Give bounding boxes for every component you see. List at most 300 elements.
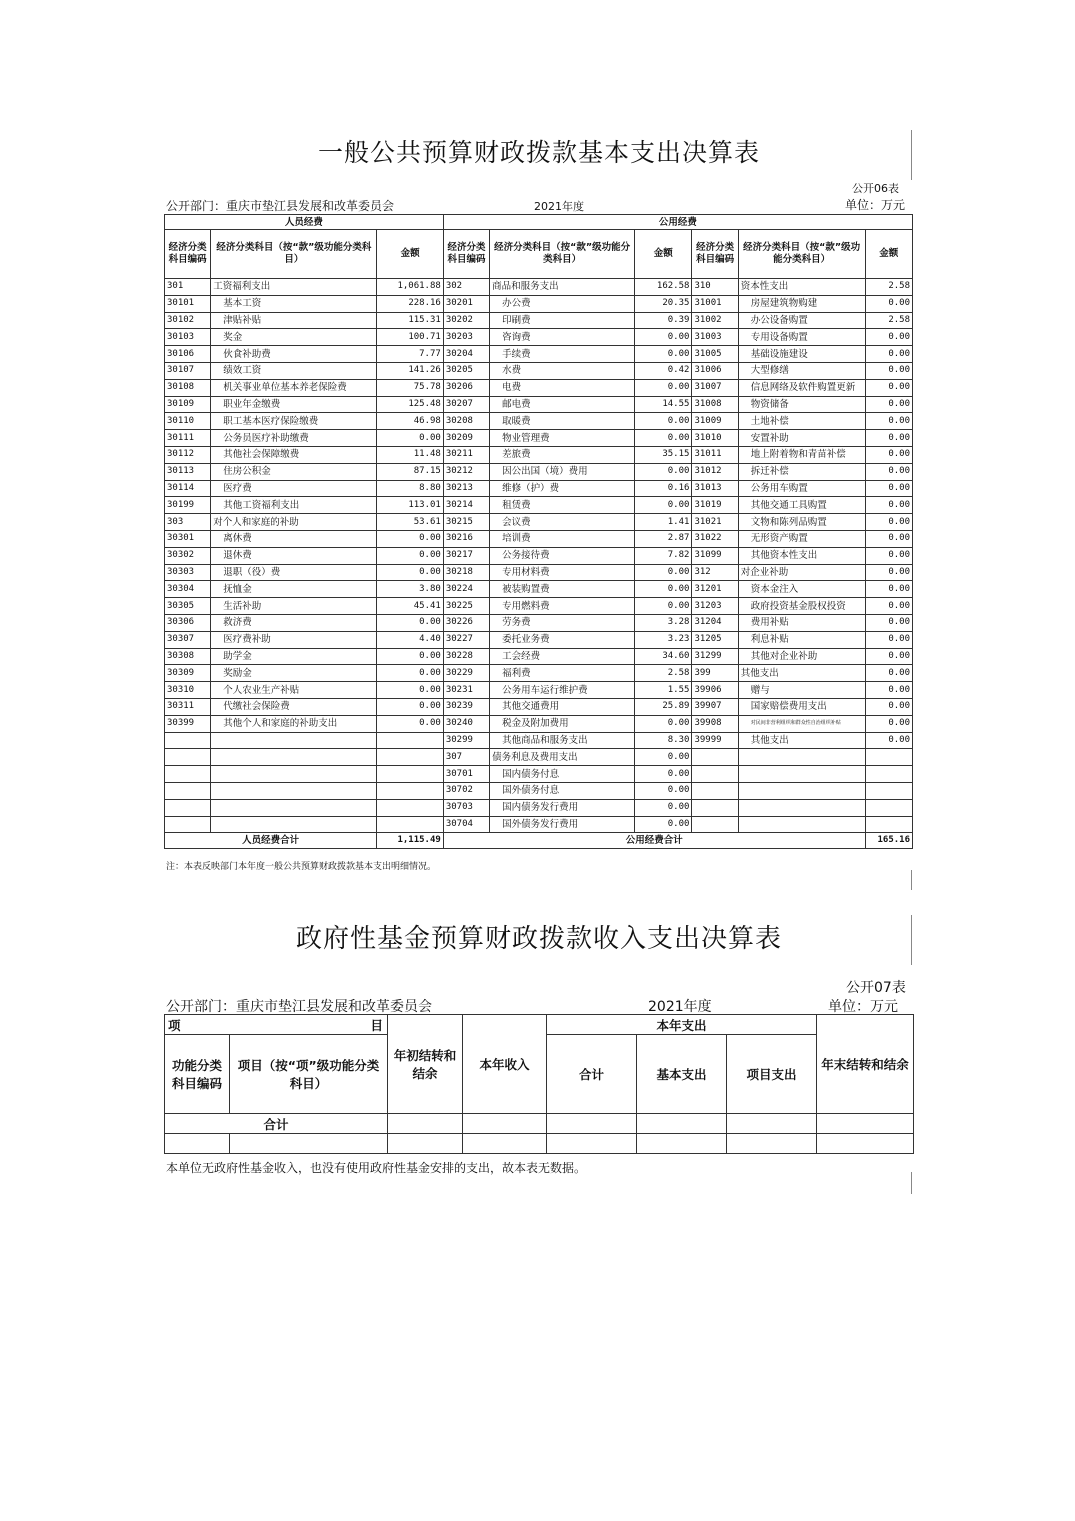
code-cell (165, 799, 211, 816)
subject-cell: 生活补助 (211, 598, 377, 615)
table-row (165, 346, 913, 363)
amount-cell: 3.80 (377, 581, 443, 598)
amount-cell: 0.00 (635, 749, 692, 766)
code-cell: 31205 (692, 631, 738, 648)
expense-total-header: 合计 (547, 1035, 637, 1114)
amount-cell (377, 816, 443, 833)
public-total-label: 公用经费合计 (443, 833, 865, 849)
subject-cell: 工资福利支出 (211, 279, 377, 296)
project-expense-header: 项目支出 (727, 1035, 817, 1114)
table2-year: 2021年度 (648, 999, 712, 1015)
table-row (165, 413, 913, 430)
code-cell: 30213 (443, 480, 489, 497)
amount-cell: 0.00 (635, 598, 692, 615)
amount-cell: 0.00 (865, 430, 912, 447)
personnel-total-label: 人员经费合计 (165, 833, 377, 849)
subject-cell: 其他社会保障缴费 (211, 446, 377, 463)
table-row (165, 816, 913, 833)
code-cell: 30202 (443, 312, 489, 329)
table-row (165, 362, 913, 379)
code-cell: 30303 (165, 564, 211, 581)
subject-cell: 信息网络及软件购置更新 (738, 379, 865, 396)
subject-cell: 基础设施建设 (738, 346, 865, 363)
code-cell: 30310 (165, 682, 211, 699)
amount-cell (865, 749, 912, 766)
amount-cell: 7.77 (377, 346, 443, 363)
public-total-amount: 165.16 (865, 833, 912, 849)
amount-cell (377, 766, 443, 783)
subject-cell (211, 799, 377, 816)
amount-cell: 4.40 (377, 631, 443, 648)
code-cell: 303 (165, 514, 211, 531)
gov-fund-table (164, 1014, 914, 1154)
amount-cell: 1,061.88 (377, 279, 443, 296)
amount-cell: 0.00 (865, 682, 912, 699)
amount-cell: 0.00 (865, 715, 912, 732)
table-row (165, 698, 913, 715)
subject-cell: 公务员医疗补助缴费 (211, 430, 377, 447)
header-cell: 金额 (635, 230, 692, 279)
code-cell (692, 799, 738, 816)
code-cell: 31022 (692, 530, 738, 547)
amount-cell: 0.00 (377, 715, 443, 732)
table-row (165, 581, 913, 598)
subject-cell: 退职（役）费 (211, 564, 377, 581)
amount-cell: 0.00 (635, 413, 692, 430)
subject-cell: 对民间非营利组织和群众性自治组织补贴 (738, 715, 865, 732)
subject-cell: 其他交通费用 (490, 698, 635, 715)
table-row (165, 480, 913, 497)
code-cell (692, 782, 738, 799)
amount-cell (377, 749, 443, 766)
amount-cell: 0.00 (865, 295, 912, 312)
table-row (165, 682, 913, 699)
table-row (165, 396, 913, 413)
amount-cell: 0.00 (865, 564, 912, 581)
code-cell: 307 (443, 749, 489, 766)
code-cell: 30304 (165, 581, 211, 598)
subject-cell: 对企业补助 (738, 564, 865, 581)
table1-number: 公开06表 (852, 182, 899, 195)
group-personnel: 人员经费 (165, 215, 444, 230)
subject-cell: 取暖费 (490, 413, 635, 430)
code-cell: 31011 (692, 446, 738, 463)
amount-cell: 87.15 (377, 463, 443, 480)
header-cell: 金额 (865, 230, 912, 279)
amount-cell: 14.55 (635, 396, 692, 413)
subject-cell: 被装购置费 (490, 581, 635, 598)
subject-cell: 会议费 (490, 514, 635, 531)
table-row (165, 279, 913, 296)
code-cell (692, 816, 738, 833)
subject-cell: 工会经费 (490, 648, 635, 665)
code-cell (165, 782, 211, 799)
amount-cell: 0.00 (377, 564, 443, 581)
code-cell: 30212 (443, 463, 489, 480)
code-cell: 310 (692, 279, 738, 296)
code-cell: 30305 (165, 598, 211, 615)
code-cell: 30216 (443, 530, 489, 547)
code-cell: 30199 (165, 497, 211, 514)
subject-cell (738, 799, 865, 816)
code-cell: 399 (692, 665, 738, 682)
subject-cell: 专用材料费 (490, 564, 635, 581)
table-row (165, 631, 913, 648)
amount-cell: 0.00 (865, 413, 912, 430)
item-left-label: 项 (168, 1017, 181, 1033)
table-row (165, 715, 913, 732)
total-row (165, 833, 913, 849)
subject-cell: 助学金 (211, 648, 377, 665)
amount-cell: 8.30 (635, 732, 692, 749)
code-cell: 31299 (692, 648, 738, 665)
subject-cell: 商品和服务支出 (490, 279, 635, 296)
code-cell: 30101 (165, 295, 211, 312)
subject-cell: 物业管理费 (490, 430, 635, 447)
name-header: 项目（按“项”级功能分类科目） (230, 1035, 388, 1114)
table-row (165, 430, 913, 447)
margin-line (911, 130, 912, 180)
amount-cell: 0.00 (865, 379, 912, 396)
amount-cell (865, 766, 912, 783)
subject-cell: 其他工资福利支出 (211, 497, 377, 514)
code-cell: 30227 (443, 631, 489, 648)
code-cell: 39906 (692, 682, 738, 699)
amount-cell: 0.00 (377, 698, 443, 715)
subject-cell: 印刷费 (490, 312, 635, 329)
table1-unit: 单位：万元 (845, 198, 906, 212)
subject-cell (738, 766, 865, 783)
code-cell: 31099 (692, 547, 738, 564)
amount-cell: 0.00 (377, 547, 443, 564)
code-cell: 31001 (692, 295, 738, 312)
code-cell: 30214 (443, 497, 489, 514)
table2-note: 本单位无政府性基金收入，也没有使用政府性基金安排的支出，故本表无数据。 (166, 1161, 587, 1175)
code-cell: 39907 (692, 698, 738, 715)
amount-cell: 0.00 (377, 648, 443, 665)
subject-cell: 债务利息及费用支出 (490, 749, 635, 766)
amount-cell: 20.35 (635, 295, 692, 312)
amount-cell: 0.00 (865, 329, 912, 346)
code-cell: 31008 (692, 396, 738, 413)
code-cell (165, 816, 211, 833)
subject-cell: 其他商品和服务支出 (490, 732, 635, 749)
subject-cell: 利息补贴 (738, 631, 865, 648)
code-cell: 31203 (692, 598, 738, 615)
code-cell: 30240 (443, 715, 489, 732)
code-cell: 30106 (165, 346, 211, 363)
personnel-total-amount: 1,115.49 (377, 833, 443, 849)
amount-cell: 0.00 (865, 446, 912, 463)
code-cell: 30301 (165, 530, 211, 547)
subject-cell (738, 782, 865, 799)
code-cell: 30239 (443, 698, 489, 715)
code-cell: 301 (165, 279, 211, 296)
subject-cell: 办公设备购置 (738, 312, 865, 329)
code-cell: 31006 (692, 362, 738, 379)
amount-cell (377, 732, 443, 749)
code-cell: 31021 (692, 514, 738, 531)
subject-cell: 职工基本医疗保险缴费 (211, 413, 377, 430)
amount-cell: 0.00 (865, 547, 912, 564)
amount-cell: 0.00 (635, 782, 692, 799)
code-cell (165, 766, 211, 783)
begin-balance-header: 年初结转和结余 (388, 1015, 463, 1114)
code-header: 功能分类科目编码 (165, 1035, 230, 1114)
subject-cell: 奖励金 (211, 665, 377, 682)
header-cell: 经济分类科目编码 (165, 230, 211, 279)
amount-cell (865, 782, 912, 799)
amount-cell: 0.00 (865, 480, 912, 497)
amount-cell: 34.60 (635, 648, 692, 665)
table-row (165, 614, 913, 631)
amount-cell: 0.00 (865, 581, 912, 598)
code-cell: 30201 (443, 295, 489, 312)
subject-cell: 因公出国（境）费用 (490, 463, 635, 480)
amount-cell: 0.00 (635, 715, 692, 732)
subject-cell: 其他支出 (738, 732, 865, 749)
amount-cell: 0.00 (377, 530, 443, 547)
code-cell (692, 749, 738, 766)
table-row (165, 463, 913, 480)
amount-cell: 0.42 (635, 362, 692, 379)
basic-expenditure-table (164, 214, 913, 849)
amount-cell: 1.55 (635, 682, 692, 699)
subject-cell: 租赁费 (490, 497, 635, 514)
table-row (165, 312, 913, 329)
amount-cell: 100.71 (377, 329, 443, 346)
subject-cell: 公务用车购置 (738, 480, 865, 497)
code-cell (692, 766, 738, 783)
table-row (165, 732, 913, 749)
amount-cell: 141.26 (377, 362, 443, 379)
amount-cell: 0.00 (865, 598, 912, 615)
table-row (165, 749, 913, 766)
subject-cell: 大型修缮 (738, 362, 865, 379)
margin-line (911, 870, 912, 890)
amount-cell: 0.00 (865, 362, 912, 379)
amount-cell: 0.00 (635, 463, 692, 480)
subject-cell: 税金及附加费用 (490, 715, 635, 732)
amount-cell: 0.00 (865, 698, 912, 715)
subject-cell: 国家赔偿费用支出 (738, 698, 865, 715)
amount-cell: 0.00 (865, 614, 912, 631)
subject-cell: 政府投资基金股权投资 (738, 598, 865, 615)
amount-cell: 0.00 (635, 346, 692, 363)
amount-cell: 2.58 (635, 665, 692, 682)
subject-cell: 国外债务付息 (490, 782, 635, 799)
amount-cell: 0.00 (635, 379, 692, 396)
code-cell: 312 (692, 564, 738, 581)
code-cell: 30702 (443, 782, 489, 799)
subject-cell: 电费 (490, 379, 635, 396)
code-cell: 30113 (165, 463, 211, 480)
table-row (165, 782, 913, 799)
subject-cell: 公务用车运行维护费 (490, 682, 635, 699)
code-cell: 30114 (165, 480, 211, 497)
code-cell: 30217 (443, 547, 489, 564)
code-cell: 30299 (443, 732, 489, 749)
subject-cell: 资本性支出 (738, 279, 865, 296)
code-cell: 30208 (443, 413, 489, 430)
subject-cell: 赠与 (738, 682, 865, 699)
code-cell: 30102 (165, 312, 211, 329)
code-cell: 30311 (165, 698, 211, 715)
header-cell: 金额 (377, 230, 443, 279)
code-cell: 30215 (443, 514, 489, 531)
table-row (165, 379, 913, 396)
amount-cell: 0.00 (865, 396, 912, 413)
table1-title: 一般公共预算财政拨款基本支出决算表 (317, 138, 760, 167)
amount-cell: 0.00 (865, 530, 912, 547)
amount-cell (377, 799, 443, 816)
amount-cell (865, 799, 912, 816)
subject-cell: 安置补助 (738, 430, 865, 447)
code-cell: 30701 (443, 766, 489, 783)
amount-cell: 0.00 (635, 329, 692, 346)
table2-unit: 单位：万元 (828, 999, 898, 1015)
table2-title: 政府性基金预算财政拨款收入支出决算表 (295, 924, 782, 954)
amount-cell: 75.78 (377, 379, 443, 396)
basic-expense-header: 基本支出 (637, 1035, 727, 1114)
code-cell: 30225 (443, 598, 489, 615)
code-cell: 30103 (165, 329, 211, 346)
subject-cell: 绩效工资 (211, 362, 377, 379)
subject-cell: 公务接待费 (490, 547, 635, 564)
subject-cell: 维修（护）费 (490, 480, 635, 497)
subject-cell: 机关事业单位基本养老保险费 (211, 379, 377, 396)
subject-cell: 文物和陈列品购置 (738, 514, 865, 531)
code-cell: 30229 (443, 665, 489, 682)
code-cell: 30211 (443, 446, 489, 463)
code-cell: 39999 (692, 732, 738, 749)
table-row (165, 598, 913, 615)
subject-cell: 基本工资 (211, 295, 377, 312)
code-cell: 30308 (165, 648, 211, 665)
code-cell: 31013 (692, 480, 738, 497)
subject-cell: 国内债务发行费用 (490, 799, 635, 816)
table1-year: 2021年度 (534, 200, 584, 213)
code-cell: 30207 (443, 396, 489, 413)
table-row (165, 547, 913, 564)
code-cell: 30109 (165, 396, 211, 413)
code-cell: 31012 (692, 463, 738, 480)
amount-cell: 25.89 (635, 698, 692, 715)
subject-cell: 津贴补贴 (211, 312, 377, 329)
subject-cell: 福利费 (490, 665, 635, 682)
amount-cell: 1.41 (635, 514, 692, 531)
code-cell: 30209 (443, 430, 489, 447)
amount-cell: 11.48 (377, 446, 443, 463)
subject-cell: 奖金 (211, 329, 377, 346)
code-cell: 30108 (165, 379, 211, 396)
item-right-label: 目 (370, 1017, 384, 1033)
code-cell: 31019 (692, 497, 738, 514)
amount-cell: 113.01 (377, 497, 443, 514)
subject-cell: 资本金注入 (738, 581, 865, 598)
subject-cell: 土地补偿 (738, 413, 865, 430)
amount-cell: 46.98 (377, 413, 443, 430)
code-cell: 30703 (443, 799, 489, 816)
amount-cell: 125.48 (377, 396, 443, 413)
amount-cell: 0.00 (377, 682, 443, 699)
amount-cell: 0.39 (635, 312, 692, 329)
subject-cell (211, 816, 377, 833)
subject-cell: 退休费 (211, 547, 377, 564)
amount-cell: 228.16 (377, 295, 443, 312)
table2-department: 公开部门：重庆市垫江县发展和改革委员会 (166, 999, 432, 1015)
table-row (165, 446, 913, 463)
header-row (165, 230, 913, 279)
amount-cell: 0.00 (865, 732, 912, 749)
table1-department: 公开部门：重庆市垫江县发展和改革委员会 (166, 199, 395, 213)
code-cell: 30110 (165, 413, 211, 430)
subject-cell: 培训费 (490, 530, 635, 547)
code-cell: 30704 (443, 816, 489, 833)
subject-cell: 代缴社会保险费 (211, 698, 377, 715)
amount-cell: 0.00 (865, 665, 912, 682)
subject-cell: 劳务费 (490, 614, 635, 631)
subject-cell: 住房公积金 (211, 463, 377, 480)
subject-cell (738, 749, 865, 766)
subject-cell: 专用燃料费 (490, 598, 635, 615)
subject-cell: 国外债务发行费用 (490, 816, 635, 833)
code-cell: 30205 (443, 362, 489, 379)
amount-cell: 162.58 (635, 279, 692, 296)
subject-cell: 费用补贴 (738, 614, 865, 631)
amount-cell: 0.00 (377, 430, 443, 447)
subject-cell: 差旅费 (490, 446, 635, 463)
code-cell: 30306 (165, 614, 211, 631)
table-row (165, 329, 913, 346)
subject-cell: 无形资产购置 (738, 530, 865, 547)
table1-note: 注：本表反映部门本年度一般公共预算财政拨款基本支出明细情况。 (166, 862, 437, 872)
amount-cell: 3.28 (635, 614, 692, 631)
subject-cell: 水费 (490, 362, 635, 379)
amount-cell: 35.15 (635, 446, 692, 463)
amount-cell: 115.31 (377, 312, 443, 329)
code-cell: 30203 (443, 329, 489, 346)
subject-cell: 抚恤金 (211, 581, 377, 598)
subject-cell: 对个人和家庭的补助 (211, 514, 377, 531)
header-cell: 经济分类科目（按“款”级功能分类科目） (738, 230, 865, 279)
amount-cell: 53.61 (377, 514, 443, 531)
subject-cell (211, 732, 377, 749)
code-cell: 31009 (692, 413, 738, 430)
subject-cell: 专用设备购置 (738, 329, 865, 346)
amount-cell: 8.80 (377, 480, 443, 497)
subject-cell: 手续费 (490, 346, 635, 363)
amount-cell: 0.00 (865, 648, 912, 665)
table-row (165, 530, 913, 547)
header-cell: 经济分类科目编码 (692, 230, 738, 279)
subject-cell: 医疗费 (211, 480, 377, 497)
table-row (165, 665, 913, 682)
amount-cell: 0.16 (635, 480, 692, 497)
code-cell: 302 (443, 279, 489, 296)
table-row (165, 514, 913, 531)
subject-cell: 物资储备 (738, 396, 865, 413)
code-cell: 31007 (692, 379, 738, 396)
subject-cell: 其他资本性支出 (738, 547, 865, 564)
subject-cell: 咨询费 (490, 329, 635, 346)
code-cell: 30224 (443, 581, 489, 598)
subject-cell: 国内债务付息 (490, 766, 635, 783)
code-cell: 30307 (165, 631, 211, 648)
amount-cell: 0.00 (865, 463, 912, 480)
header-cell: 经济分类科目（按“款”级功能分类科目） (490, 230, 635, 279)
code-cell: 30112 (165, 446, 211, 463)
